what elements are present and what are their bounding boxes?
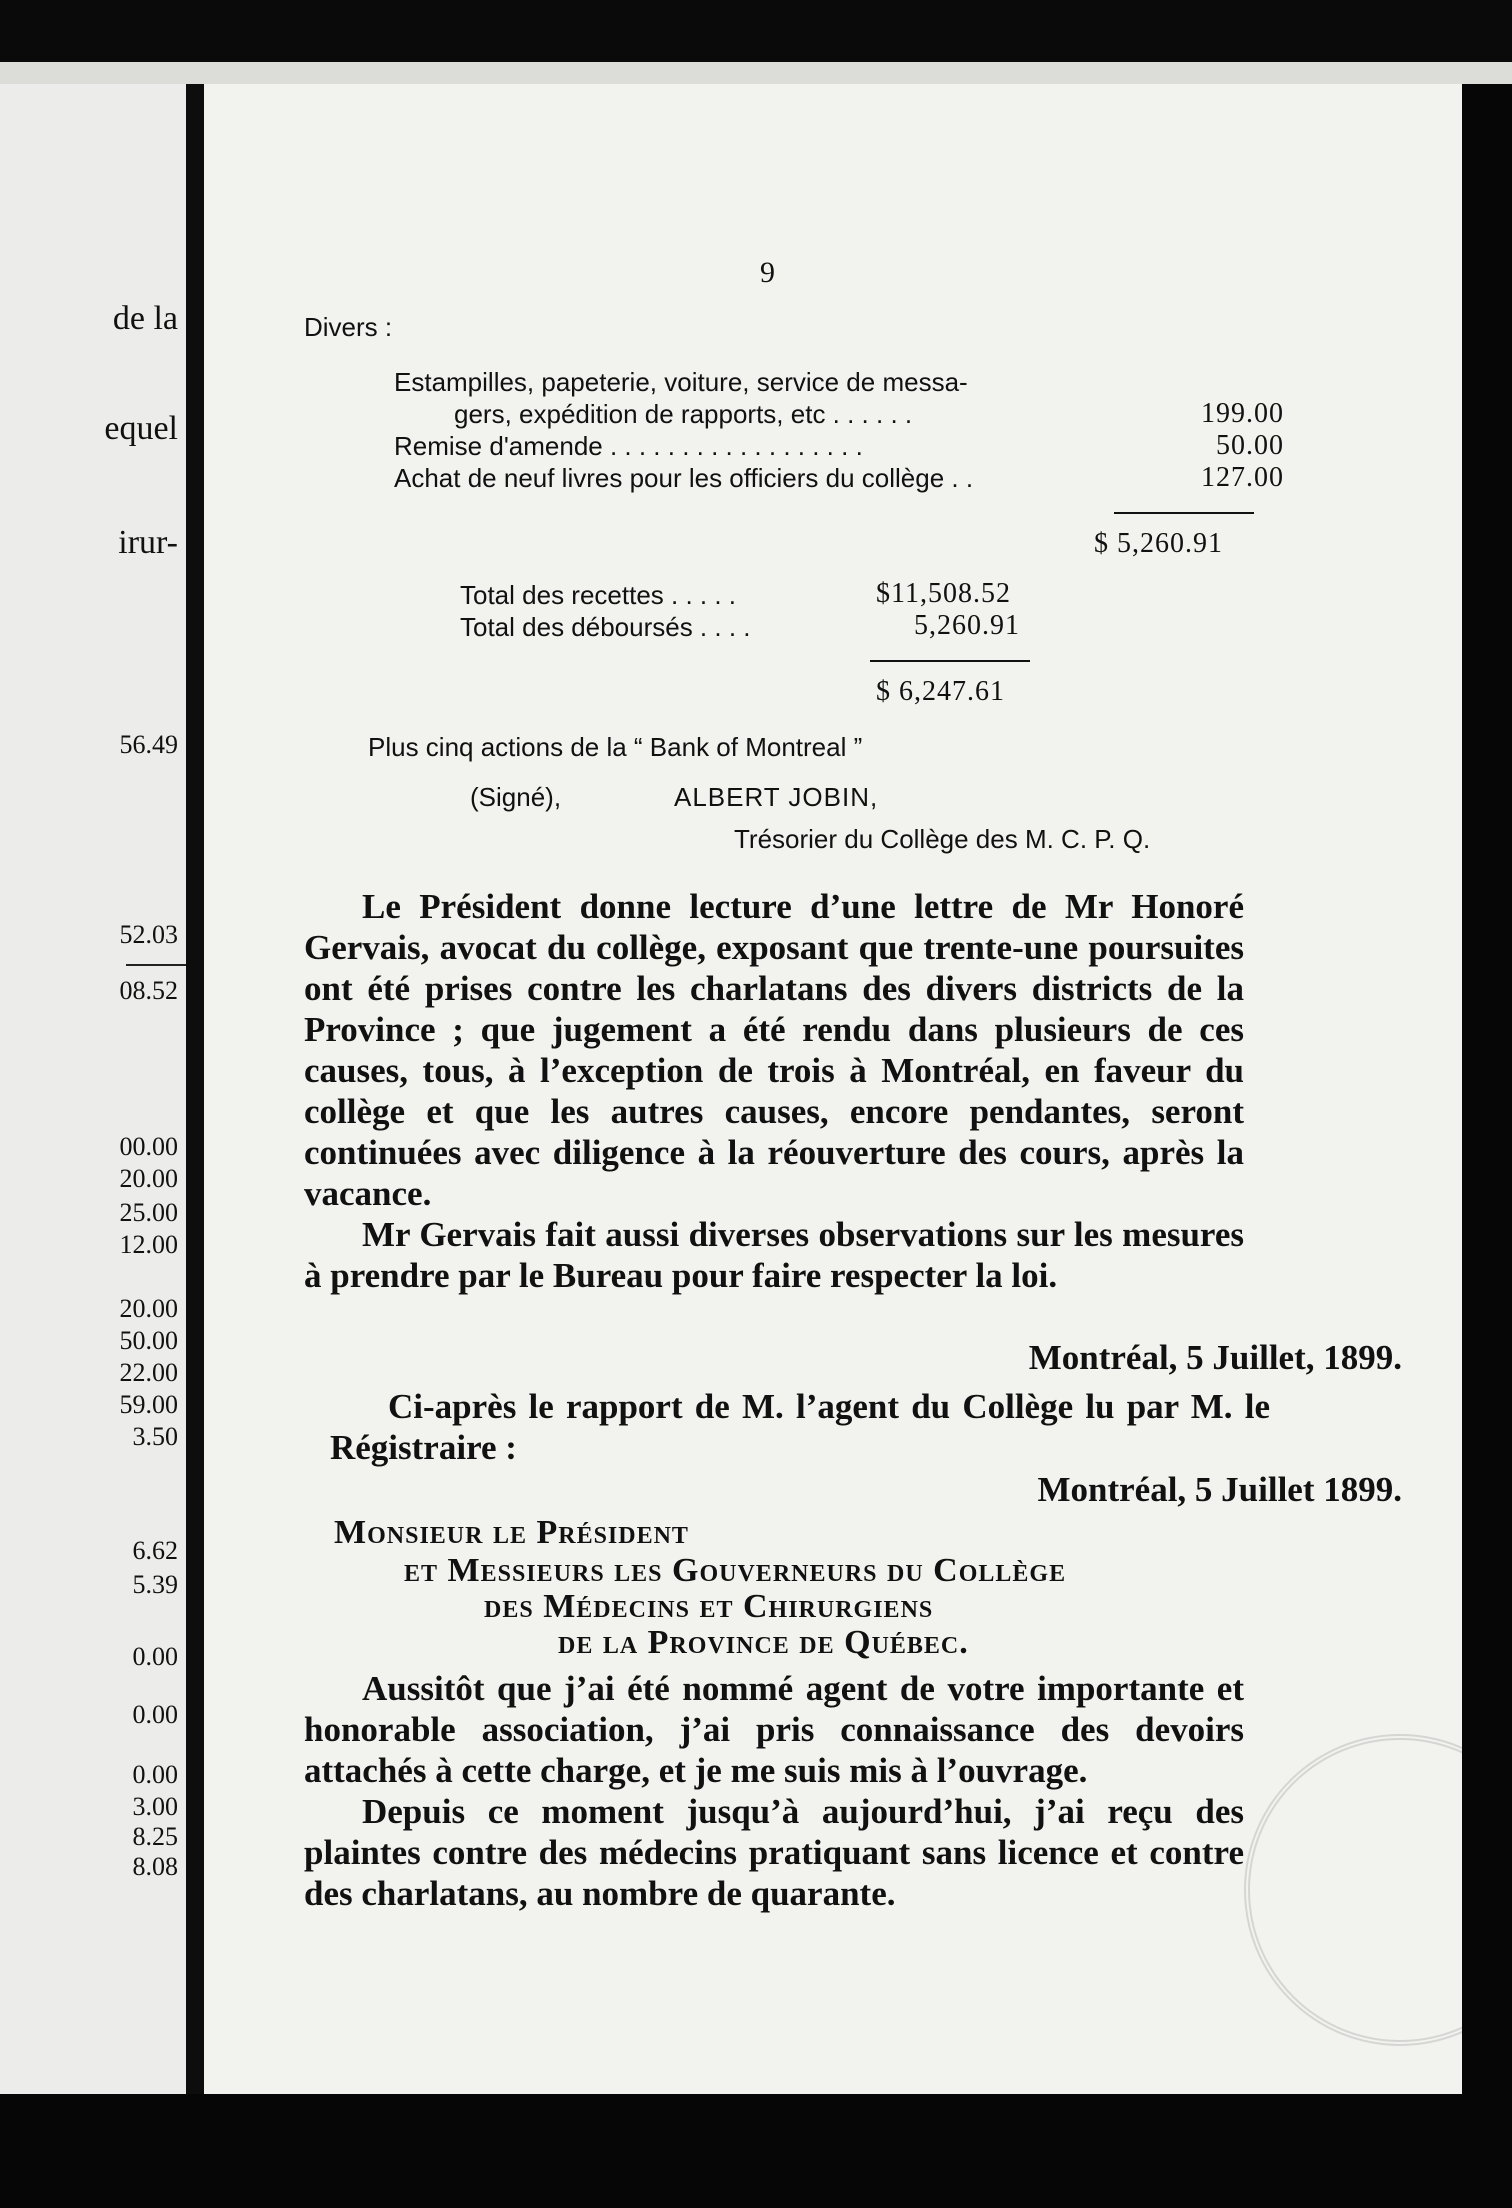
left-amount: 0.00	[132, 1642, 178, 1671]
divers-heading: Divers :	[304, 312, 393, 342]
address-line: et Messieurs les Gouverneurs du Collège	[404, 1552, 1067, 1589]
left-amount: 56.49	[119, 730, 178, 759]
ledger-item	[394, 462, 1284, 494]
address-line: Monsieur le Président	[334, 1514, 689, 1551]
balance-rule	[870, 660, 1030, 662]
embossed-seal	[1244, 1734, 1462, 2046]
left-amount: 5.39	[132, 1570, 178, 1599]
recettes-label: Total des recettes . . . . .	[460, 580, 737, 610]
page-gutter	[186, 84, 204, 2094]
left-fragment-text: equel	[104, 410, 178, 447]
paragraph-text: Mr Gervais fait aussi diverses observations sur les mesures à prendre par le Bureau pour faire respecter la loi.	[304, 1215, 1244, 1295]
left-page-fragment	[0, 84, 186, 2094]
ledger-item-label: Estampilles, papeterie, voiture, service de messa-	[394, 367, 968, 397]
left-amount: 20.00	[119, 1294, 178, 1323]
left-amount: 8.25	[132, 1822, 178, 1851]
left-sum-rule	[126, 964, 186, 966]
president-paragraph	[304, 886, 1244, 1296]
ledger-item-label: Achat de neuf livres pour les officiers du collège . .	[394, 463, 974, 493]
ledger-item	[394, 430, 1284, 462]
left-amount: 3.00	[132, 1792, 178, 1821]
previous-page-edge	[0, 62, 1512, 84]
ledger-item-label: Remise d'amende . . . . . . . . . . . . . . . . . .	[394, 431, 863, 461]
left-amount: 8.08	[132, 1852, 178, 1881]
letter-body	[304, 1668, 1244, 1914]
left-amount: 52.03	[119, 920, 178, 949]
signed-label: (Signé),	[470, 782, 562, 812]
ledger-item-amount: 127.00	[1201, 462, 1284, 493]
paragraph-text: Ci-après le rapport de M. l’agent du Collège lu par M. le Régistraire :	[330, 1387, 1270, 1467]
left-amount: 0.00	[132, 1700, 178, 1729]
address-line: des Médecins et Chirurgiens	[484, 1588, 934, 1625]
left-amount: 22.00	[119, 1358, 178, 1387]
bottom-border	[0, 2094, 1512, 2208]
left-amount: 00.00	[119, 1132, 178, 1161]
left-fragment-text: de la	[112, 300, 178, 337]
left-fragment-text: irur-	[118, 524, 178, 561]
shares-note: Plus cinq actions de la “ Bank of Montreal ”	[368, 732, 863, 762]
left-amount: 25.00	[119, 1198, 178, 1227]
left-amount: 08.52	[119, 976, 178, 1005]
top-border	[0, 0, 1512, 62]
date-line: Montréal, 5 Juillet 1899.	[1037, 1470, 1402, 1509]
left-amount: 59.00	[119, 1390, 178, 1419]
paragraph-text: Le Président donne lecture d’une lettre de Mr Honoré Gervais, avocat du collège, exposant que trente-une poursuites ont été prises contre les charlatans des divers districts de la Province ; que jugement a été rendu dans plusieurs de ces causes, tous, à l’exception de trois à Montréal, en faveur du collège et que les autres causes, encore pendantes, seront continuées avec diligence à la réouverture des cours, après la vacance.	[304, 887, 1244, 1213]
rapport-paragraph	[330, 1386, 1270, 1468]
debourses-amount: 5,260.91	[914, 610, 1020, 641]
left-amount: 3.50	[132, 1422, 178, 1451]
page-number: 9	[760, 256, 775, 289]
left-amount: 20.00	[119, 1164, 178, 1193]
left-amount: 6.62	[132, 1536, 178, 1565]
left-amount: 50.00	[119, 1326, 178, 1355]
ledger-item-label: gers, expédition de rapports, etc . . . . . .	[454, 399, 913, 429]
document-page	[204, 84, 1462, 2094]
paragraph-text: Depuis ce moment jusqu’à aujourd’hui, j’ai reçu des plaintes contre des médecins pratiquant sans licence et contre des charlatans, au nombre de quarante.	[304, 1792, 1244, 1913]
divers-total: $ 5,260.91	[1094, 528, 1223, 559]
left-amount: 0.00	[132, 1760, 178, 1789]
ledger-item-amount: 50.00	[1216, 430, 1284, 461]
signer-title: Trésorier du Collège des M. C. P. Q.	[734, 824, 1151, 854]
divers-sum-rule	[1114, 512, 1254, 514]
ledger-item	[394, 366, 1284, 398]
right-border	[1462, 84, 1512, 2208]
debourses-label: Total des déboursés . . . .	[460, 612, 751, 642]
ledger-item	[394, 398, 1284, 430]
paragraph-text: Aussitôt que j’ai été nommé agent de votre importante et honorable association, j’ai pris connaissance des devoirs attachés à cette charge, et je me suis mis à l’ouvrage.	[304, 1669, 1244, 1790]
balance-amount: $ 6,247.61	[876, 676, 1005, 707]
signer-name: ALBERT JOBIN,	[674, 782, 879, 812]
recettes-amount: $11,508.52	[876, 578, 1011, 609]
left-amount: 12.00	[119, 1230, 178, 1259]
date-line: Montréal, 5 Juillet, 1899.	[1028, 1338, 1402, 1377]
address-line: de la Province de Québec.	[558, 1624, 969, 1661]
ledger-item-amount: 199.00	[1201, 398, 1284, 429]
